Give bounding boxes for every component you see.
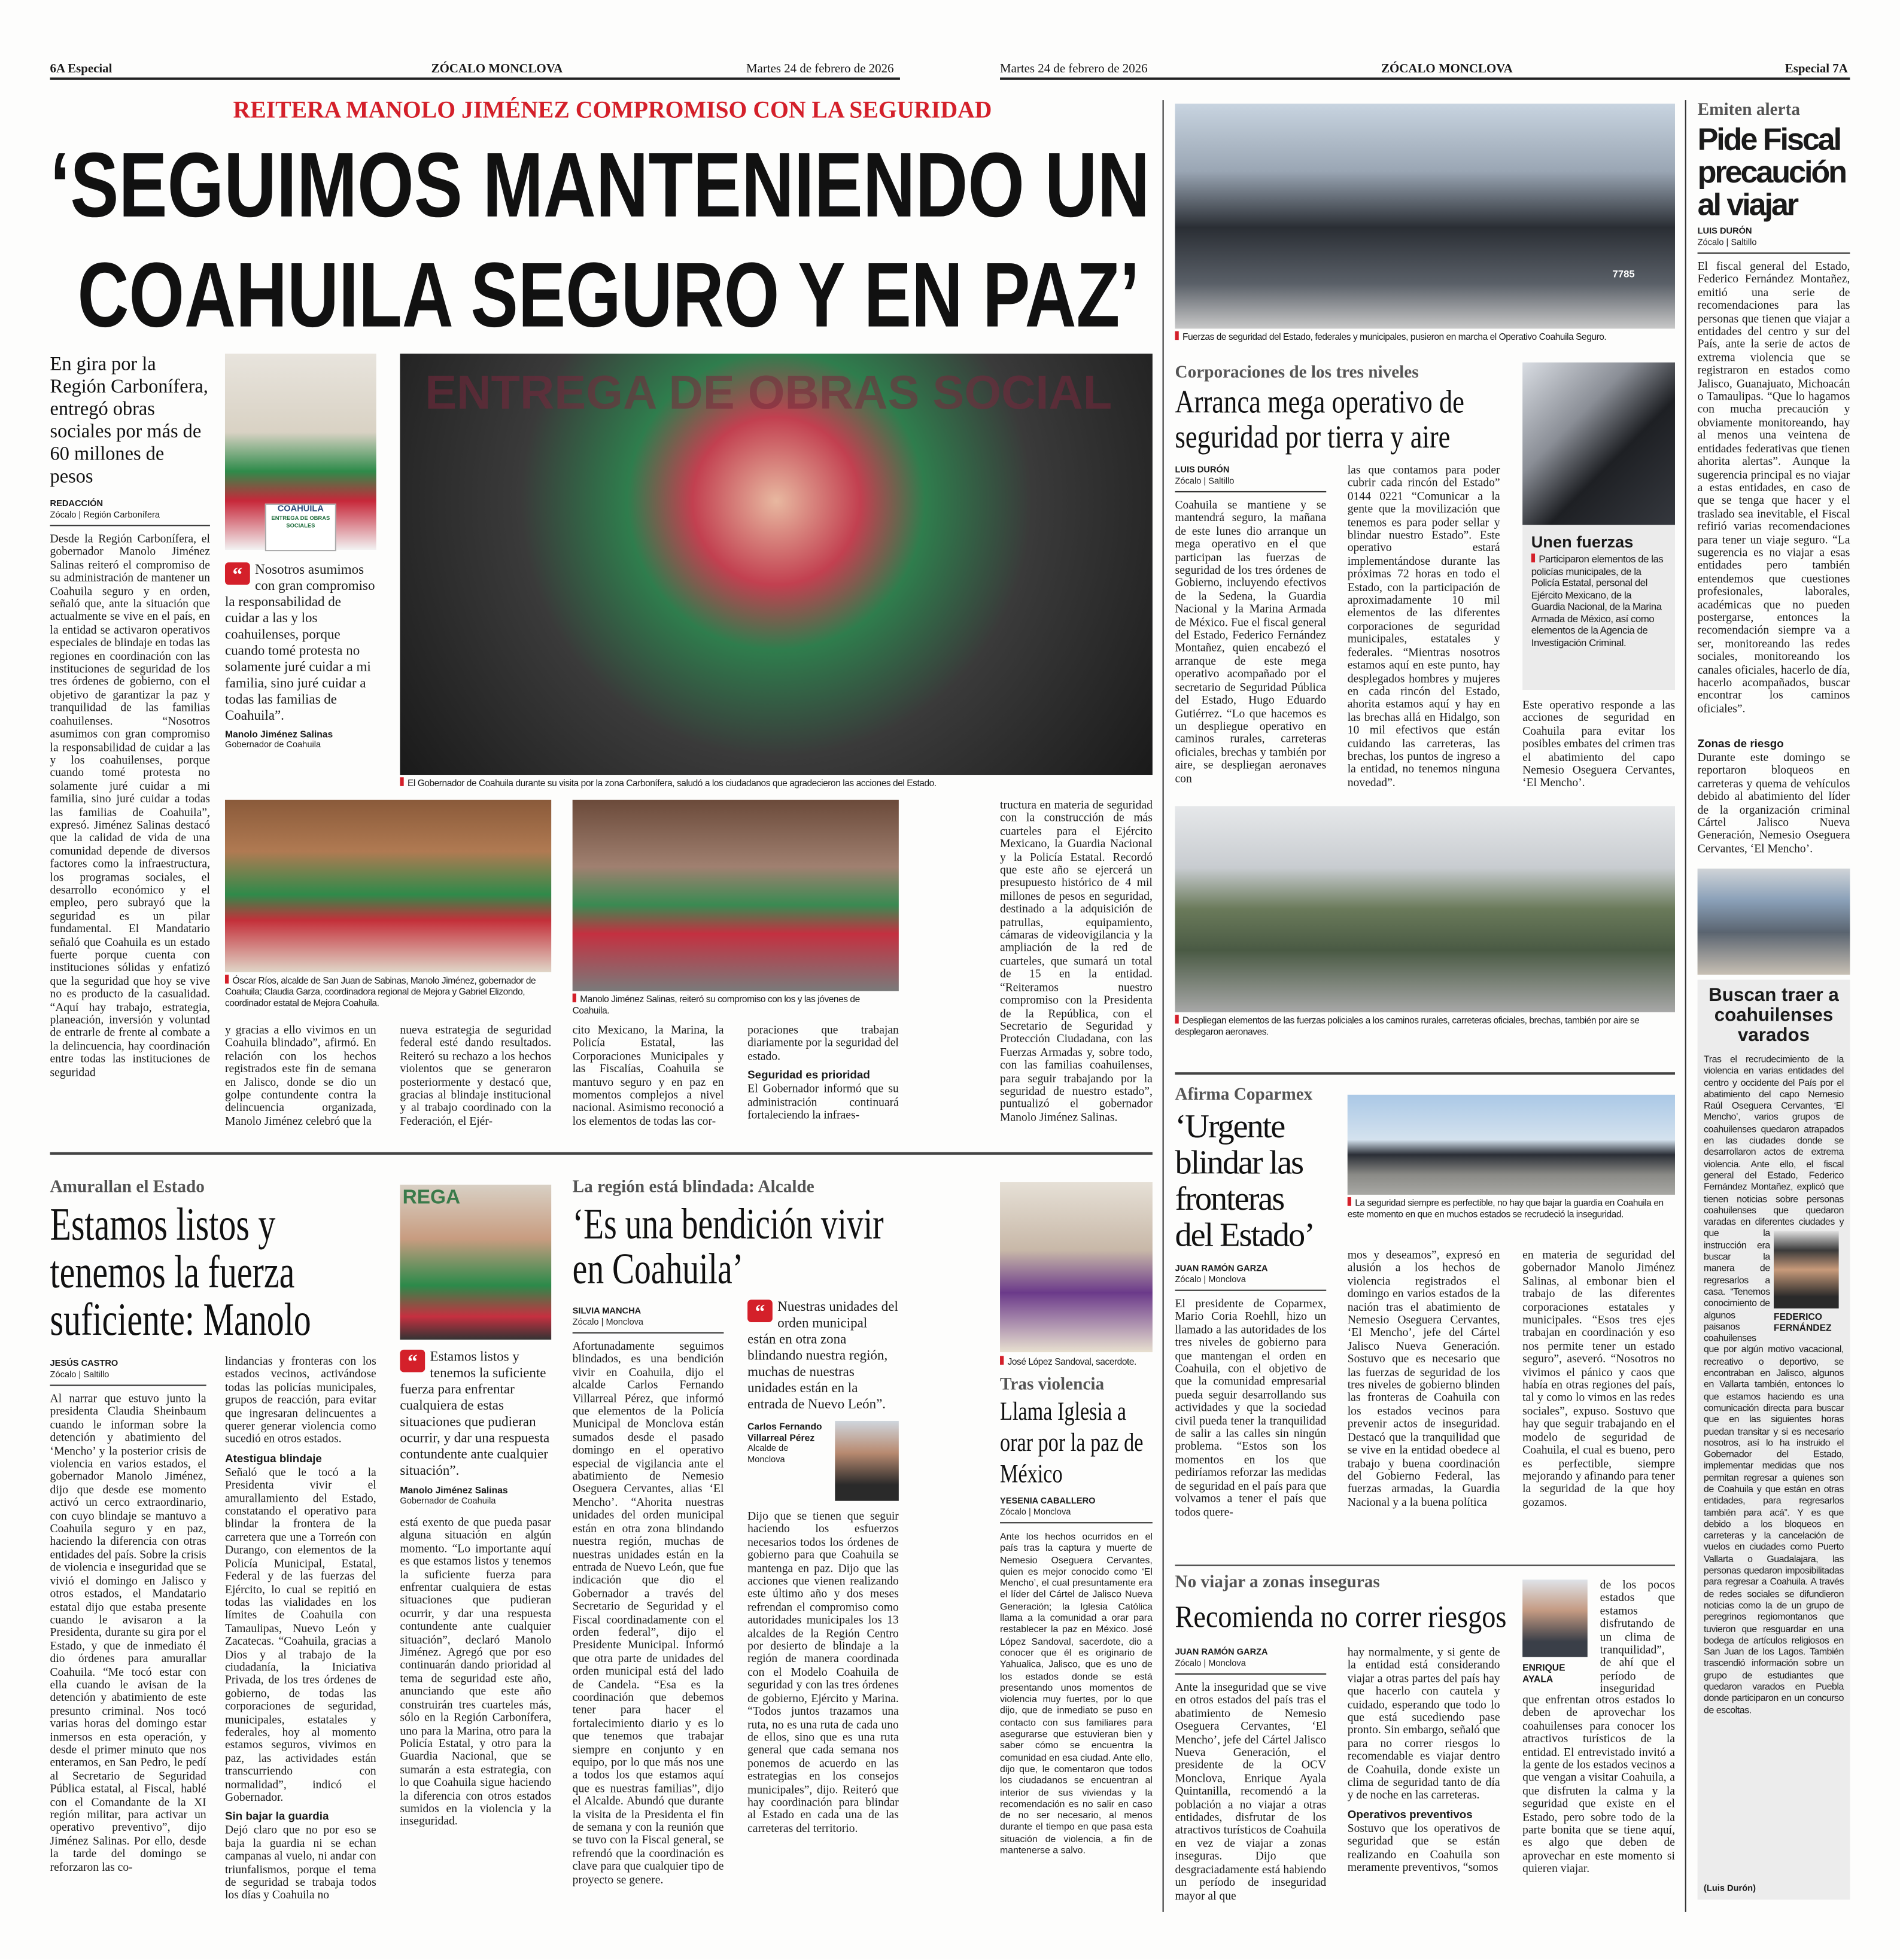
r3-headline: Recomienda no correr riesgos	[1175, 1600, 1507, 1635]
podium-sign-subtext: ENTREGA DE OBRAS SOCIALES	[271, 515, 330, 528]
box-title: Unen fuerzas	[1531, 532, 1634, 552]
a3-col1	[573, 1306, 724, 1900]
r3-kicker: No viajar a zonas inseguras	[1175, 1573, 1380, 1593]
a4-col	[1000, 1356, 1153, 1900]
a4-kicker: Tras violencia	[1000, 1375, 1105, 1395]
box-text: Participaron elementos de las policías municipales, de la Policía Estatal, personal del Ejército Mexicano, de la Guardia Nacional, de la Marina Armada de México, así como elementos de la Agencia de Investigación Criminal.	[1531, 553, 1667, 649]
a2-quote-text: Estamos listos y tenemos la suficiente fuerza para enfrentar cualquiera de estas situaciones que pudieran ocurrir, y dar una respuesta contundente ante cualquier situación”.	[400, 1349, 550, 1479]
stranded-box	[1698, 980, 1850, 1900]
date-left: Martes 24 de febrero de 2026	[746, 62, 894, 77]
a2-body-col2-text: lindancias y fronteras con los estados vecinos, activándose todas las policías municipales, grupos de reacción, para evitar que ingresaran delincuentes a querer generar violencia como sucedió en otros estados.	[224, 1356, 376, 1447]
border-checkpoint-photo	[1348, 1095, 1675, 1195]
podium-sign	[265, 504, 336, 551]
officials-photo-caption: Óscar Ríos, alcalde de San Juan de Sabinas, Manolo Jiménez, gobernador de Coahuila; Claudia Garza, coordinadora regional de Mejora y Gabriel Elizondo, coordinador estatal de Mejora Coahuila.	[225, 975, 551, 1008]
r1-kicker: Corporaciones de los tres niveles	[1175, 363, 1419, 383]
a4-place: Zócalo | Monclova	[1000, 1507, 1153, 1523]
main-place: Zócalo | Región Carbonífera	[50, 510, 210, 526]
main-quote-block	[225, 562, 376, 793]
r3-body-col2-text: hay normalmente, y si gente de la entidad está considerando viajar a otras partes del país hay que hacerlo con cautela y cuidado, esperando que todo lo que está sucediendo pase pronto. Sin embargo, señaló que para no correr riesgos lo recomendable es viajar dentro de Coahuila, donde existe un clima de seguridad tanto de día y de noche en las carreteras.	[1347, 1647, 1500, 1803]
r2-col1	[1175, 1085, 1326, 1559]
quote-icon: “	[225, 562, 250, 585]
header-rule-left	[50, 78, 900, 80]
main-body-col1: Desde la Región Carbonífera, el gobernador Manolo Jiménez Salinas reiteró el compromiso de su administración de mantener un Coahuila seguro y en orden, señaló que, ante la situación que actualmente se vive en el país, en la entidad se activaron operativos especiales de blindaje en todas las regiones en coordinación con las instituciones de seguridad de los tres órdenes de gobierno, con el objetivo de garantizar la paz y tranquilidad de las familias coahuilenses. “Nosotros asumimos con gran compromiso la responsabilidad de cuidar a las y los coahuilenses, porque cuando tomé protesta no solamente juré cuidar a mi familia, sino juré cuidar a todas las familias de Coahuila”, expresó. Jiménez Salinas destacó que la calidad de vida de una comunidad depende de diversos factores como la infraestructura, los programas sociales, el desarrollo económico y el empleo, pero subrayó que la seguridad es un pilar fundamental. El Mandatario señaló que Coahuila es un estado fuerte porque cuenta con instituciones sólidas y enfatizó que la seguridad que hoy se vive no es producto de la casualidad. “Aquí hay trabajo, estrategia, planeación, inversión y voluntad de entrarle de frente al combate a la delincuencia, hay coordinación entre todas las instituciones de seguridad	[50, 533, 210, 1080]
main-body-col3: nueva estrategia de seguridad federal esté dando resultados. Reiteró su rechazo a los hechos violentos que se generaron posteriormente y destacó que, gracias al blindaje institucional y al trabajo coordinado con la Federación, el Ejér-	[400, 1024, 552, 1128]
side-col	[1698, 100, 1850, 857]
a3-kicker: La región está blindada: Alcalde	[572, 1178, 814, 1198]
main-photo-caption: El Gobernador de Coahuila durante su visita por la zona Carbonífera, saludó a los ciudadanos que agradecieron las acciones del Estado.	[400, 777, 1152, 789]
a2-byline: JESÚS CASTRO	[50, 1359, 118, 1369]
main-pull-quote	[225, 562, 376, 725]
youth-event-photo	[573, 800, 899, 991]
main-byline: REDACCIÓN	[50, 500, 104, 509]
a3-col2	[747, 1299, 899, 1900]
a3-pull-quote	[747, 1299, 899, 1413]
a3-quote-source	[747, 1421, 899, 1501]
stranded-credit: (Luis Durón)	[1704, 1884, 1756, 1894]
masthead-left: ZÓCALO MONCLOVA	[431, 62, 563, 77]
youth-photo-caption: Manolo Jiménez Salinas, reiteró su compromiso con los y las jóvenes de Coahuila.	[573, 994, 899, 1016]
priest-photo	[1000, 1182, 1153, 1352]
police-line-photo	[1522, 363, 1675, 525]
a2-body-col2	[224, 1356, 376, 1903]
page-number-left: 6A Especial	[50, 62, 113, 77]
a2-pull-quote	[400, 1350, 551, 1480]
main-body-col4: cito Mexicano, la Marina, la Policía Estatal, las Corporaciones Municipales y las Fiscalías, Coahuila se mantuvo seguro y en paz en momentos complejos a nivel nacional. Asimismo reconoció a los elementos de todas las cor-	[572, 1024, 724, 1128]
a2-kicker: Amurallan el Estado	[50, 1178, 205, 1198]
a3-byline: SILVIA MANCHA	[572, 1307, 642, 1316]
a2-col1	[50, 1359, 206, 1900]
r1-body-col3: Este operativo responde a las acciones de seguridad en Coahuila para evitar los posibles embates del crimen tras el abatimiento del capo Nemesio Oseguera Cervantes, ‘El Mencho’.	[1522, 699, 1675, 791]
side-body-2: Durante este domingo se reportaron bloqueos en carreteras y quema de vehículos debido al abatimiento del líder de la organización criminal Cártel Jalisco Nueva Generación, Nemesio Oseguera Cervantes, ‘El Mencho’.	[1697, 752, 1850, 856]
security-forces-caption: Fuerzas de seguridad del Estado, federales y municipales, pusieron en marcha el Operativo Coahuila Seguro.	[1175, 331, 1675, 343]
r3-body-col3: que enfrentan otros estados lo deben de aprovechar los coahuilenses para conocer los atractivos turísticos de la entidad. El entrevistado invitó a la gente de los estados vecinos a que vengan a visitar Coahuila, a que disfruten la calma y la seguridad que existe en el Estado, pero sobre todo de la parte bonita que se tiene aquí, es algo que deben de aprovechar en este momento si quieren viajar.	[1522, 1694, 1675, 1876]
unen-fuerzas-box	[1522, 525, 1675, 690]
r3-place: Zócalo | Monclova	[1175, 1658, 1326, 1675]
section-divider	[50, 1152, 1153, 1155]
governor-podium-photo	[225, 354, 376, 550]
quote-icon: “	[747, 1299, 773, 1322]
main-headline	[50, 132, 1150, 347]
main-body-col5	[747, 1025, 899, 1133]
column-divider	[1163, 100, 1164, 1912]
stranded-headline: Buscan traer a coahuilenses varados	[1709, 984, 1839, 1046]
military-deployment-caption: Despliegan elementos de las fuerzas policiales a los caminos rurales, carreteras oficiales, brechas, también por aire se desplegaron aeronaves.	[1175, 1015, 1675, 1037]
r2-headline: ‘Urgente blindar las fronteras del Estado’	[1175, 1107, 1314, 1254]
r3-body-col2b-text: Sostuvo que los operativos de seguridad que se están realizando en Coahuila son meramente preventivos, “somos	[1347, 1823, 1500, 1875]
backdrop-sign: REGA	[402, 1187, 461, 1209]
r2-body-col1: El presidente de Coparmex, Mario Coria Roehll, hizo un llamado a las autoridades de los tres niveles de gobierno para que mantengan el orden en Coahuila, con el objetivo de que la comunidad empresarial pueda seguir desarrollando sus actividades y que la sociedad civil pueda tener la tranquilidad de salir a las calles sin ningún problema. “Estos son los momentos en los que pediríamos reforzar las medidas de seguridad en el país para que volvamos a tener el país que todos quere-	[1175, 1298, 1327, 1519]
a2-headline: Estamos listos y tenemos la fuerza suficiente: Manolo	[50, 1200, 311, 1346]
r2-place: Zócalo | Monclova	[1175, 1275, 1326, 1291]
federico-fernandez-figure	[1774, 1231, 1844, 1333]
main-quote-name: Manolo Jiménez Salinas	[224, 728, 333, 740]
r2-body-col3: en materia de seguridad del gobernador Manolo Jiménez Salinas, al embonar bien el trabajo de las diferentes corporaciones estatales y municipales. “Esos tres ejes trabajan en coordinación y eso nos permite tener un estado seguro”, aseveró. “Nosotros no vivimos el pánico y caos que había en otras regiones del país, tal y como lo vimos en las redes sociales”, expuso. Sostuvo que hay que seguir trabajando en el modelo de seguridad de Coahuila, el cual es bueno, pero es perfectible, siempre mejorando y afinando para tener la seguridad de la que hoy gozamos.	[1522, 1249, 1675, 1509]
r1-byline: LUIS DURÓN	[1175, 466, 1230, 475]
subhead-security-priority: Seguridad es prioridad	[747, 1069, 870, 1082]
r2-byline: JUAN RAMÓN GARZA	[1175, 1264, 1268, 1274]
a3-quote-text: Nuestras unidades del orden municipal están en otra zona blindando nuestra región, muchas de nuestras unidades están en la entrada de Nuevo León”.	[747, 1299, 898, 1413]
r2-kicker: Afirma Coparmex	[1175, 1086, 1313, 1105]
r1-body-col2: las que contamos para poder cubrir cada rincón del Estado” 0144 0221 “Comunicar a la gente que la movilización que tenemos es para poder sellar y blindar nuestro Estado”. Este operativo estará implementándose durante las próximas 72 horas en todo el Estado, con la participación de aproximadamente 10 mil elementos de las diferentes corporaciones de seguridad municipales, estatales y federales. “Mientras nosotros estamos aquí en este punto, hay desplegados hombres y mujeres en cada rincón del Estado, ahorita estamos aquí y hay en las brechas allá en Hidalgo, son 10 mil efectivos que están cuidando las carreteras, las brechas, los puntos de ingreso a la entidad, no tenemos ninguna novedad”.	[1347, 465, 1500, 790]
enrique-ayala-name: ENRIQUE AYALA	[1522, 1662, 1565, 1685]
governor-crowd-photo	[400, 354, 1152, 775]
header-rule-right	[1000, 78, 1850, 80]
vehicle-number: 7785	[1612, 269, 1635, 280]
side-byline: LUIS DURÓN	[1697, 227, 1752, 236]
r1-body-col1: Coahuila se mantiene y se mantendrá seguro, la mañana de este lunes dio arranque un mega operativo en el que participan las fuerzas de seguridad de los tres órdenes de Gobierno, incluyendo efectivos de la Sedena, la Guardia Nacional y la Marina Armada de México. Fue el fiscal general del Estado, Federico Fernández Montañez, quien encabezó el arranque de este mega operativo acompañado por el secretario de Seguridad Pública del Estado, Hugo Eduardo Gutiérrez. “Lo que hacemos es un despliegue operativo en caminos rurales, carreteras oficiales, brechas y también por aire, se despliegan aeronaves con	[1175, 500, 1327, 786]
checkpoint-caption: La seguridad siempre es perfectible, no hay que bajar la guardia en Coahuila en este momento en que en muchos estados se recrudeció la inseguridad.	[1348, 1197, 1675, 1220]
side-subhead: Zonas de riesgo	[1697, 737, 1784, 750]
side-place: Zócalo | Saltillo	[1698, 238, 1850, 254]
quote-icon: “	[400, 1350, 425, 1372]
a3-quote-title: Alcalde de Monclova	[747, 1444, 789, 1465]
federico-fernandez-name: FEDERICO FERNÁNDEZ	[1774, 1311, 1832, 1334]
masthead-right: ZÓCALO MONCLOVA	[1381, 62, 1513, 77]
military-deployment-photo	[1175, 806, 1675, 1012]
main-quote-title: Gobernador de Coahuila	[224, 741, 321, 750]
a3-quote-name: Carlos Fernando Villarreal Pérez	[747, 1420, 822, 1444]
main-kicker: REITERA MANOLO JIMÉNEZ COMPROMISO CON LA SEGURIDAD	[233, 97, 992, 124]
stranded-body: Tras el recrudecimiento de la violencia en varias entidades del centro y occidente del País por el abatimiento del capo Nemesio Raúl Oseguera Cervantes, ‘El Mencho’, varios grupos de coahuilenses quedaron atrapados en las ciudades donde se desarrollaron actos de extrema violencia. Ante ello, el fiscal general del Estado, Federico Fernández Montañez, explicó que tienen noticias sobre personas coahuilenses que quedaron varadas en diferentes ciudades y que la instrucción era buscar la manera de regresarlos a casa. “Tenemos conocimiento de algunos paisanos coahuilenses que por algún motivo vacacional, recreativo o deportivo, se encontraban en Jalisco, algunos en Vallarta también, entonces lo que estamos haciendo es una comunicación directa para buscar que en las siguientes horas puedan transitar y si es necesario nosotros, así lo ha instruido el Gobernador del Estado, implementar medidas que nos permitan regresar a quienes son de Coahuila y que están en otras entidades, para regresarlos también para acá”. Y es que debido a los bloqueos en carreteras y la cancelación de vuelos en ciudades como Puerto Vallarta o Guadalajara, las personas quedaron imposibilitadas para regresar a Coahuila. A través de redes sociales se difundieron noticias como la de un grupo de peregrinos regiomontanos que tuvieron que resguardar en una bodega de artículos religiosos en San Juan de los Lagos. También trascendió información sobre un grupo de estudiantes que quedaron varados en Puebla donde participaron en un concurso de escoltas.	[1704, 1053, 1844, 1716]
a4-byline: YESENIA CABALLERO	[1000, 1497, 1096, 1506]
r3-col1	[1175, 1647, 1327, 1903]
r3-subhead: Operativos preventivos	[1347, 1808, 1473, 1821]
side-kicker: Emiten alerta	[1697, 101, 1800, 120]
r3-headline-wrap	[1175, 1600, 1549, 1638]
airport-photo	[1698, 869, 1850, 975]
r3-byline: JUAN RAMÓN GARZA	[1175, 1648, 1268, 1657]
r2-body-col2: mos y deseamos”, expresó en alusión a los hechos de violencia registrados el domingo en varios estados de la nación tras el abatimiento de Nemesio Oseguera Cervantes, ‘El Mencho’, jefe del Cártel Jalisco Nueva Generación. Sostuvo que es necesario que las fuerzas de seguridad de los tres niveles de gobierno blinden las fronteras de Coahuila con los estados vecinos para prevenir actos de inseguridad. Destacó que la tranquilidad que se vive en la entidad obedece al trabajo y buena coordinación del Gobierno Federal, las fuerzas armadas, la Guardia Nacional y a la buena política	[1347, 1249, 1500, 1509]
main-col1	[50, 354, 210, 1132]
r1-headline: Arranca mega operativo de seguridad por tierra y aire	[1175, 384, 1464, 455]
federico-fernandez-portrait	[1774, 1231, 1839, 1308]
page-number-right: Especial 7A	[1785, 62, 1848, 77]
a2-place: Zócalo | Saltillo	[50, 1369, 206, 1386]
main-deck: En gira por la Región Carbonífera, entregó obras sociales por más de 60 millones de pesos	[50, 354, 208, 488]
podium-sign-text: COAHUILA	[277, 504, 324, 514]
a2-quote-name: Manolo Jiménez Salinas	[400, 1484, 508, 1496]
security-forces-photo	[1175, 104, 1675, 328]
main-body-col5b-text: El Gobernador informó que su administración continuará fortaleciendo la infraes-	[747, 1084, 899, 1122]
a3-headline: ‘Es una bendición vivir en Coahuila’	[572, 1200, 884, 1294]
column-divider	[1685, 100, 1686, 1912]
section-divider	[1175, 1565, 1675, 1566]
a2-subhead-2: Sin bajar la guardia	[224, 1810, 329, 1823]
priest-photo-caption: José López Sandoval, sacerdote.	[1000, 1356, 1153, 1367]
r2-headline-wrap	[1175, 1109, 1326, 1253]
r3-body-col1: Ante la inseguridad que se vive en otros estados del país tras el abatimiento de Nemesio Oseguera Cervantes, ‘El Mencho’, jefe del Cártel Jalisco Nueva Generación, el presidente de la OCV Monclova, Enrique Ayala Quintanilla, recomendó a la población a no viajar a otras entidades, disfrutar de los atractivos turísticos de Coahuila en vez de viajar a zonas inseguras. Dijo que desgraciadamente está habiendo un período de inseguridad mayor al que	[1175, 1682, 1327, 1903]
side-headline: Pide Fiscal precaución al viajar	[1697, 122, 1846, 223]
date-right: Martes 24 de febrero de 2026	[1000, 62, 1148, 77]
a2-body-col1: Al narrar que estuvo junto la presidenta Claudia Sheinbaum cuando le informan sobre la detención y abatimiento del ‘Mencho’ y la posterior crisis de violencia en varios estados, el gobernador Manolo Jiménez, dijo que desde ese momento activó un cerco extraordinario, con cuyo blindaje se mantuvo a Coahuila seguro y en paz, haciendo la diferencia con otras entidades del país. Sobre la crisis de violencia e inseguridad que se vivió el domingo en Jalisco y otros estados, el Mandatario estatal dijo que estaba presente cuando le avisaron a la Presidenta, durante su gira por el Estado, y que de inmediato él dio órdenes para amurallar Coahuila. “Me tocó estar con ella cuando le avisan de la detención y abatimiento de este presunto criminal. Nos tocó varias horas del domingo estar inmersos en esta operación, y desde el primer minuto que nos enteramos, en San Pedro, le pedí al Secretario de Seguridad Pública estatal, al Fiscal, hablé con el Comandante de la XI región militar, para activar un operativo preventivo”, dijo Jiménez Salinas. Por ello, desde la tarde del domingo se reforzaron las co-	[50, 1393, 206, 1874]
officials-group-photo	[225, 800, 551, 972]
a2-col3	[400, 1350, 551, 1900]
a2-subhead-1: Atestigua blindaje	[224, 1451, 322, 1465]
mayor-portrait	[835, 1421, 899, 1501]
a3-body-col2: Dijo que se tienen que seguir haciendo los esfuerzos necesarios todos los órdenes de gobierno para que Coahuila se mantenga en paz. Dijo que las acciones que vienen realizando este último año y dos meses refrendan el compromiso como autoridades municipales los 13 alcaldes de la Región Centro por desierto de blindaje a la región de manera coordinada con el Modelo Coahuila de seguridad y con las tres órdenes de gobierno, Ejército y Marina. “Todos juntos trazamos una ruta, no es una ruta de cada uno de ellos, sino que es una ruta general que cada semana nos ponemos de acuerdo en las estrategias en los consejos municipales”, dijo. Reiteró que hay coordinación para blindar al Estado en cada una de las carreteras del territorio.	[747, 1511, 899, 1836]
a3-place: Zócalo | Monclova	[573, 1317, 724, 1334]
main-body-col5-text: poraciones que trabajan diariamente por la seguridad del estado.	[747, 1024, 899, 1064]
main-body-col6: tructura en materia de seguridad con la construcción de más cuarteles para el Ejército Mexicano, la Guardia Nacional y la Policía Estatal. Recordó que este año se ejercerá un presupuesto histórico de 4 mil millones de pesos en seguridad, destinado a la adquisición de patrullas, equipamiento, cámaras de videovigilancia y la ampliación de la red de cuarteles, que sumará un total de 15 en la entidad. “Reiteramos nuestro compromiso con la Presidenta de la República, con el Secretario de Seguridad y Protección Ciudadana, con las Fuerzas Armadas y, sobre todo, con las familias coahuilenses, para seguir trabajando por la seguridad de nuestro estado”, puntualizó el gobernador Manolo Jiménez Salinas.	[1000, 799, 1153, 1125]
r1-col1	[1175, 465, 1326, 795]
main-body-col2: y gracias a ello vivimos en un Coahuila blindado”, afirmó. En relación con los hechos registrados este fin de semana en Jalisco, donde se dio un golpe contundente contra la delincuencia organizada, Manolo Jiménez celebró que la	[224, 1024, 376, 1128]
main-headline-line-2: COAHUILA SEGURO Y EN PAZ’	[77, 244, 1140, 346]
r3-body-col3a: de los pocos estados que estamos disfrutando de un clima de tranquilidad”, de ahí que el período de inseguridad	[1600, 1579, 1675, 1697]
governor-interview-photo	[400, 1185, 551, 1340]
r1-place: Zócalo | Saltillo	[1175, 476, 1326, 492]
a2-body-col3: está exento de que pueda pasar alguna situación en algún momento. “Lo importante aquí es que estamos listos y tenemos la suficiente fuerza para enfrentar cualquiera de estas situaciones que pudieran ocurrir, y dar una respuesta contundente ante cualquier situación”, declaró Manolo Jiménez. Agregó que por eso continuarán dando prioridad al tema de seguridad este año, anunciando que este año construirán tres cuarteles más, sólo en la Región Carbonífera, uno para la Marina, otro para la Policía Estatal, y otro para la Guardia Nacional, que se sumarán a esta estrategia, con lo que Coahuila sigue haciendo la diferencia con otros estados sumidos en la violencia y la inseguridad.	[400, 1517, 552, 1829]
side-body: El fiscal general del Estado, Federico Fernández Montañez, emitió una serie de recomendaciones para las personas que tienen que viajar a entidades del centro y sur del País, ante la serie de actos de extrema violencia que se registraron en estados como Jalisco, Guanajuato, Michoacán o Tamaulipas. “Que lo hagamos con mucha precaución y obviamente monitoreando, hay al menos una veintena de entidades federativas que tienen ahorita alertas”. Aunque la sugerencia principal es no viajar a estas entidades, en caso de que se tenga que hacer y el traslado sea inevitable, el Fiscal refirió varias recomendaciones para tener un viaje seguro. “La sugerencia es no viajar a esas entidades pero también entendemos que cuestiones profesionales, laborales, académicas que no pueden postergarse, entonces la recomendación siempre va a ser, monitoreando las redes sociales, monitoreando los canales oficiales, hacerlo de día, hacerlo acompañados, buscar encontrar los caminos oficiales”.	[1697, 261, 1850, 716]
a2-quote-title: Gobernador de Coahuila	[400, 1497, 496, 1506]
stranded-body-wrap	[1704, 1054, 1844, 1881]
enrique-ayala-portrait	[1522, 1579, 1588, 1657]
main-quote-text: Nosotros asumimos con gran compromiso la responsabilidad de cuidar a las y los coahuilenses, porque cuando tomé protesta no solamente juré cuidar a mi familia, sino juré cuidar a todas las familias de Coahuila”.	[224, 562, 375, 724]
a2-body-col2c-text: Dejó claro que no por eso se baja la guardia ni se echan campanas al vuelo, ni andar con triunfalismos, porque el tema de seguridad se trabaja todos los días y Coahuila no	[224, 1825, 376, 1903]
a3-body-col1: Afortunadamente seguimos blindados, es una bendición vivir en Coahuila, dijo el alcalde Carlos Fernando Villarreal Pérez, que informó que elementos de la Policía Municipal de Monclova están sumados desde el pasado domingo en el operativo especial de vigilancia ante el abatimiento de Nemesio Oseguera Cervantes, alias ‘El Mencho’. “Ahorita nuestras unidades del orden municipal están en otra zona blindando nuestra región, muchas de nuestras unidades están en la entrada de Nuevo León, que fue indicación que dio el Gobernador a través del Secretario de Seguridad y el Fiscal coordinadamente con el orden federal”, dijo el Presidente Municipal. Informó que otra parte de unidades del orden municipal está del lado de Candela. “Esa es la coordinación que debemos tener para hacer el fortalecimiento diario y es lo que tenemos que trabajar siempre en conjunto y en equipo, por lo que más nos une a todos los que estamos aquí que es nuestras familias”, dijo el Alcalde. Abundó que durante la visita de la Presidenta el fin de semana y con la reunión que se tuvo con la Fiscal general, se refrendó que la coordinación es clave para que cualquier tipo de proyecto se genere.	[572, 1341, 724, 1887]
a4-body: Ante los hechos ocurridos en el país tras la captura y muerte de Nemesio Oseguera Cervantes, quien es mejor conocido como ‘El Mencho’, el cual presuntamente era el líder del Cártel de Jalisco Nueva Generación; la Iglesia Católica llama a la comunidad a orar para restablecer la paz en México. José López Sandoval, sacerdote, dio a conocer que él es originario de Yahualica, Jalisco, que es uno de los estados donde se está presentando unos momentos de violencia muy fuertes, por lo que dijo, que de inmediato se puso en contacto con sus familiares para asegurarse que estuvieran bien y saber cómo se encuentra la comunidad en esa ciudad. Ante ello, dijo que, le comentaron que todos los ciudadanos se encuentran al interior de sus viviendas y la recomendación es no salir en caso de no ser necesario, al menos durante el tiempo en que pasa esta situación de violencia, a fin de mantenerse a salvo.	[1000, 1530, 1153, 1856]
r3-body-col2	[1348, 1647, 1500, 1900]
section-divider	[1175, 1072, 1675, 1075]
a4-headline: Llama Iglesia a orar por la paz de México	[1000, 1396, 1144, 1489]
event-banner: ENTREGA DE OBRAS SOCIAL	[425, 367, 1112, 420]
a2-body-col2b-text: Señaló que le tocó a la Presidenta vivir el amurallamiento del Estado, constatando el operativo para blindar la frontera de la carretera que une a Torreón con Durango, con elementos de la Policía Municipal, Estatal, Federal y de las fuerzas del Ejército, lo cual se repitió en todas las vialidades en los límites de Coahuila con Tamaulipas, Nuevo León y Zacatecas. “Coahuila, gracias a Dios y al trabajo de la ciudadanía, la Iniciativa Privada, de los tres órdenes de gobierno, de todas las corporaciones de seguridad, municipales, estatales y federales, hoy al momento estamos seguros, vivimos en paz, las actividades están transcurriendo con normalidad”, indicó el Gobernador.	[224, 1466, 376, 1805]
main-headline-line-1: ‘SEGUIMOS MANTENIENDO UN	[50, 133, 1150, 236]
a4-headline-wrap	[1000, 1396, 1153, 1496]
